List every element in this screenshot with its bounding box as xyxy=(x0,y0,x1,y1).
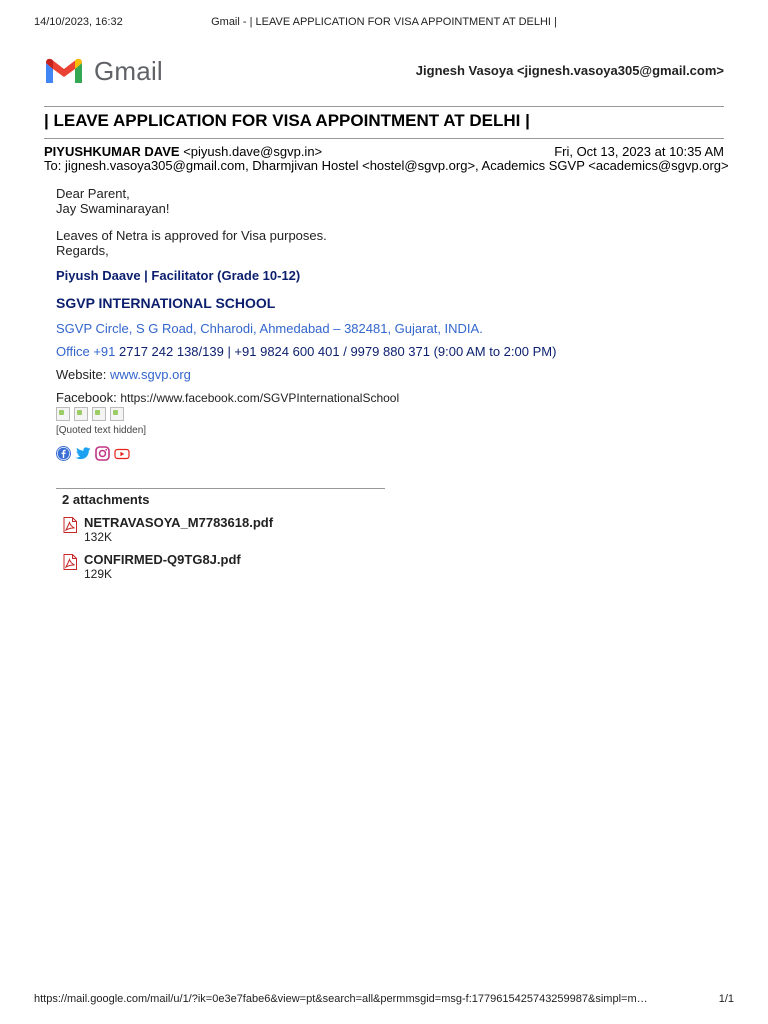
social-icons xyxy=(56,446,716,461)
instagram-icon[interactable] xyxy=(95,446,110,461)
broken-images-row xyxy=(56,407,716,421)
gmail-logo xyxy=(44,55,163,87)
signature-website xyxy=(56,367,716,382)
attachment-size: 129K xyxy=(84,567,113,581)
closing: Regards, xyxy=(56,243,109,258)
salutation: Jay Swaminarayan! xyxy=(56,201,170,216)
gmail-wordmark: Gmail xyxy=(94,55,163,86)
website-link[interactable]: www.sgvp.org xyxy=(109,367,191,382)
greeting: Dear Parent, xyxy=(56,186,130,201)
header-divider xyxy=(44,106,724,107)
print-url: https://mail.google.com/mail/u/1/?ik=0e3e7fabe6&view=pt&search=all&permmsgid=msg-f:1779615425743259987&simpl=m… xyxy=(34,993,648,1005)
broken-image-icon xyxy=(56,407,70,421)
attachment-item[interactable] xyxy=(62,552,241,582)
signature-name: Piyush Daave | Facilitator (Grade 10-12) xyxy=(56,268,301,283)
account-label: Jignesh Vasoya <jignesh.vasoya305@gmail.com> xyxy=(415,63,724,78)
email-date: Fri, Oct 13, 2023 at 10:35 AM xyxy=(554,144,724,159)
print-footer xyxy=(34,993,734,1007)
broken-image-icon xyxy=(110,407,124,421)
page-number: 1/1 xyxy=(718,993,734,1005)
gmail-m-icon xyxy=(44,57,84,85)
facebook-link[interactable]: https://www.facebook.com/SGVPInternationalSchool xyxy=(120,391,400,405)
signature-address[interactable]: SGVP Circle, S G Road, Chharodi, Ahmedabad – 382481, Gujarat, INDIA. xyxy=(56,321,483,336)
attachment-size: 132K xyxy=(84,530,113,544)
pdf-file-icon xyxy=(62,554,78,570)
sender xyxy=(44,144,322,159)
broken-image-icon xyxy=(74,407,88,421)
signature-facebook xyxy=(56,390,716,405)
twitter-icon[interactable] xyxy=(75,447,91,461)
signature-school: SGVP INTERNATIONAL SCHOOL xyxy=(56,295,276,311)
email-body xyxy=(56,186,716,461)
signature-phone xyxy=(56,344,716,359)
subject-divider xyxy=(44,138,724,139)
print-datetime: 14/10/2023, 16:32 xyxy=(34,16,123,28)
print-title: Gmail - | LEAVE APPLICATION FOR VISA APPOINTMENT AT DELHI | xyxy=(211,16,557,28)
quoted-text-toggle[interactable]: [Quoted text hidden] xyxy=(56,425,147,436)
message-text: Leaves of Netra is approved for Visa purposes. xyxy=(56,228,327,243)
facebook-icon[interactable] xyxy=(56,446,71,461)
sender-email: <piyush.dave@sgvp.in> xyxy=(183,144,323,159)
attachment-item[interactable] xyxy=(62,515,273,545)
recipients: To: jignesh.vasoya305@gmail.com, Dharmjivan Hostel <hostel@sgvp.org>, Academics SGVP <academics@sgvp.org> xyxy=(44,158,729,173)
attachment-name[interactable]: CONFIRMED-Q9TG8J.pdf xyxy=(84,552,241,567)
youtube-icon[interactable] xyxy=(114,448,130,460)
attachments-count: 2 attachments xyxy=(62,492,150,507)
broken-image-icon xyxy=(92,407,106,421)
attachment-name[interactable]: NETRAVASOYA_M7783618.pdf xyxy=(84,515,274,530)
sender-name: PIYUSHKUMAR DAVE xyxy=(44,144,180,159)
email-subject: | LEAVE APPLICATION FOR VISA APPOINTMENT AT DELHI | xyxy=(44,111,530,130)
print-header xyxy=(34,16,734,30)
facebook-label: Facebook: xyxy=(56,390,121,405)
office-phone-link[interactable]: Office +91 xyxy=(56,344,116,359)
office-numbers: 2717 242 138/139 | +91 9824 600 401 / 9979 880 371 (9:00 AM to 2:00 PM) xyxy=(115,344,557,359)
website-label: Website: xyxy=(56,367,110,382)
pdf-file-icon xyxy=(62,517,78,533)
attachments-divider xyxy=(56,488,385,489)
